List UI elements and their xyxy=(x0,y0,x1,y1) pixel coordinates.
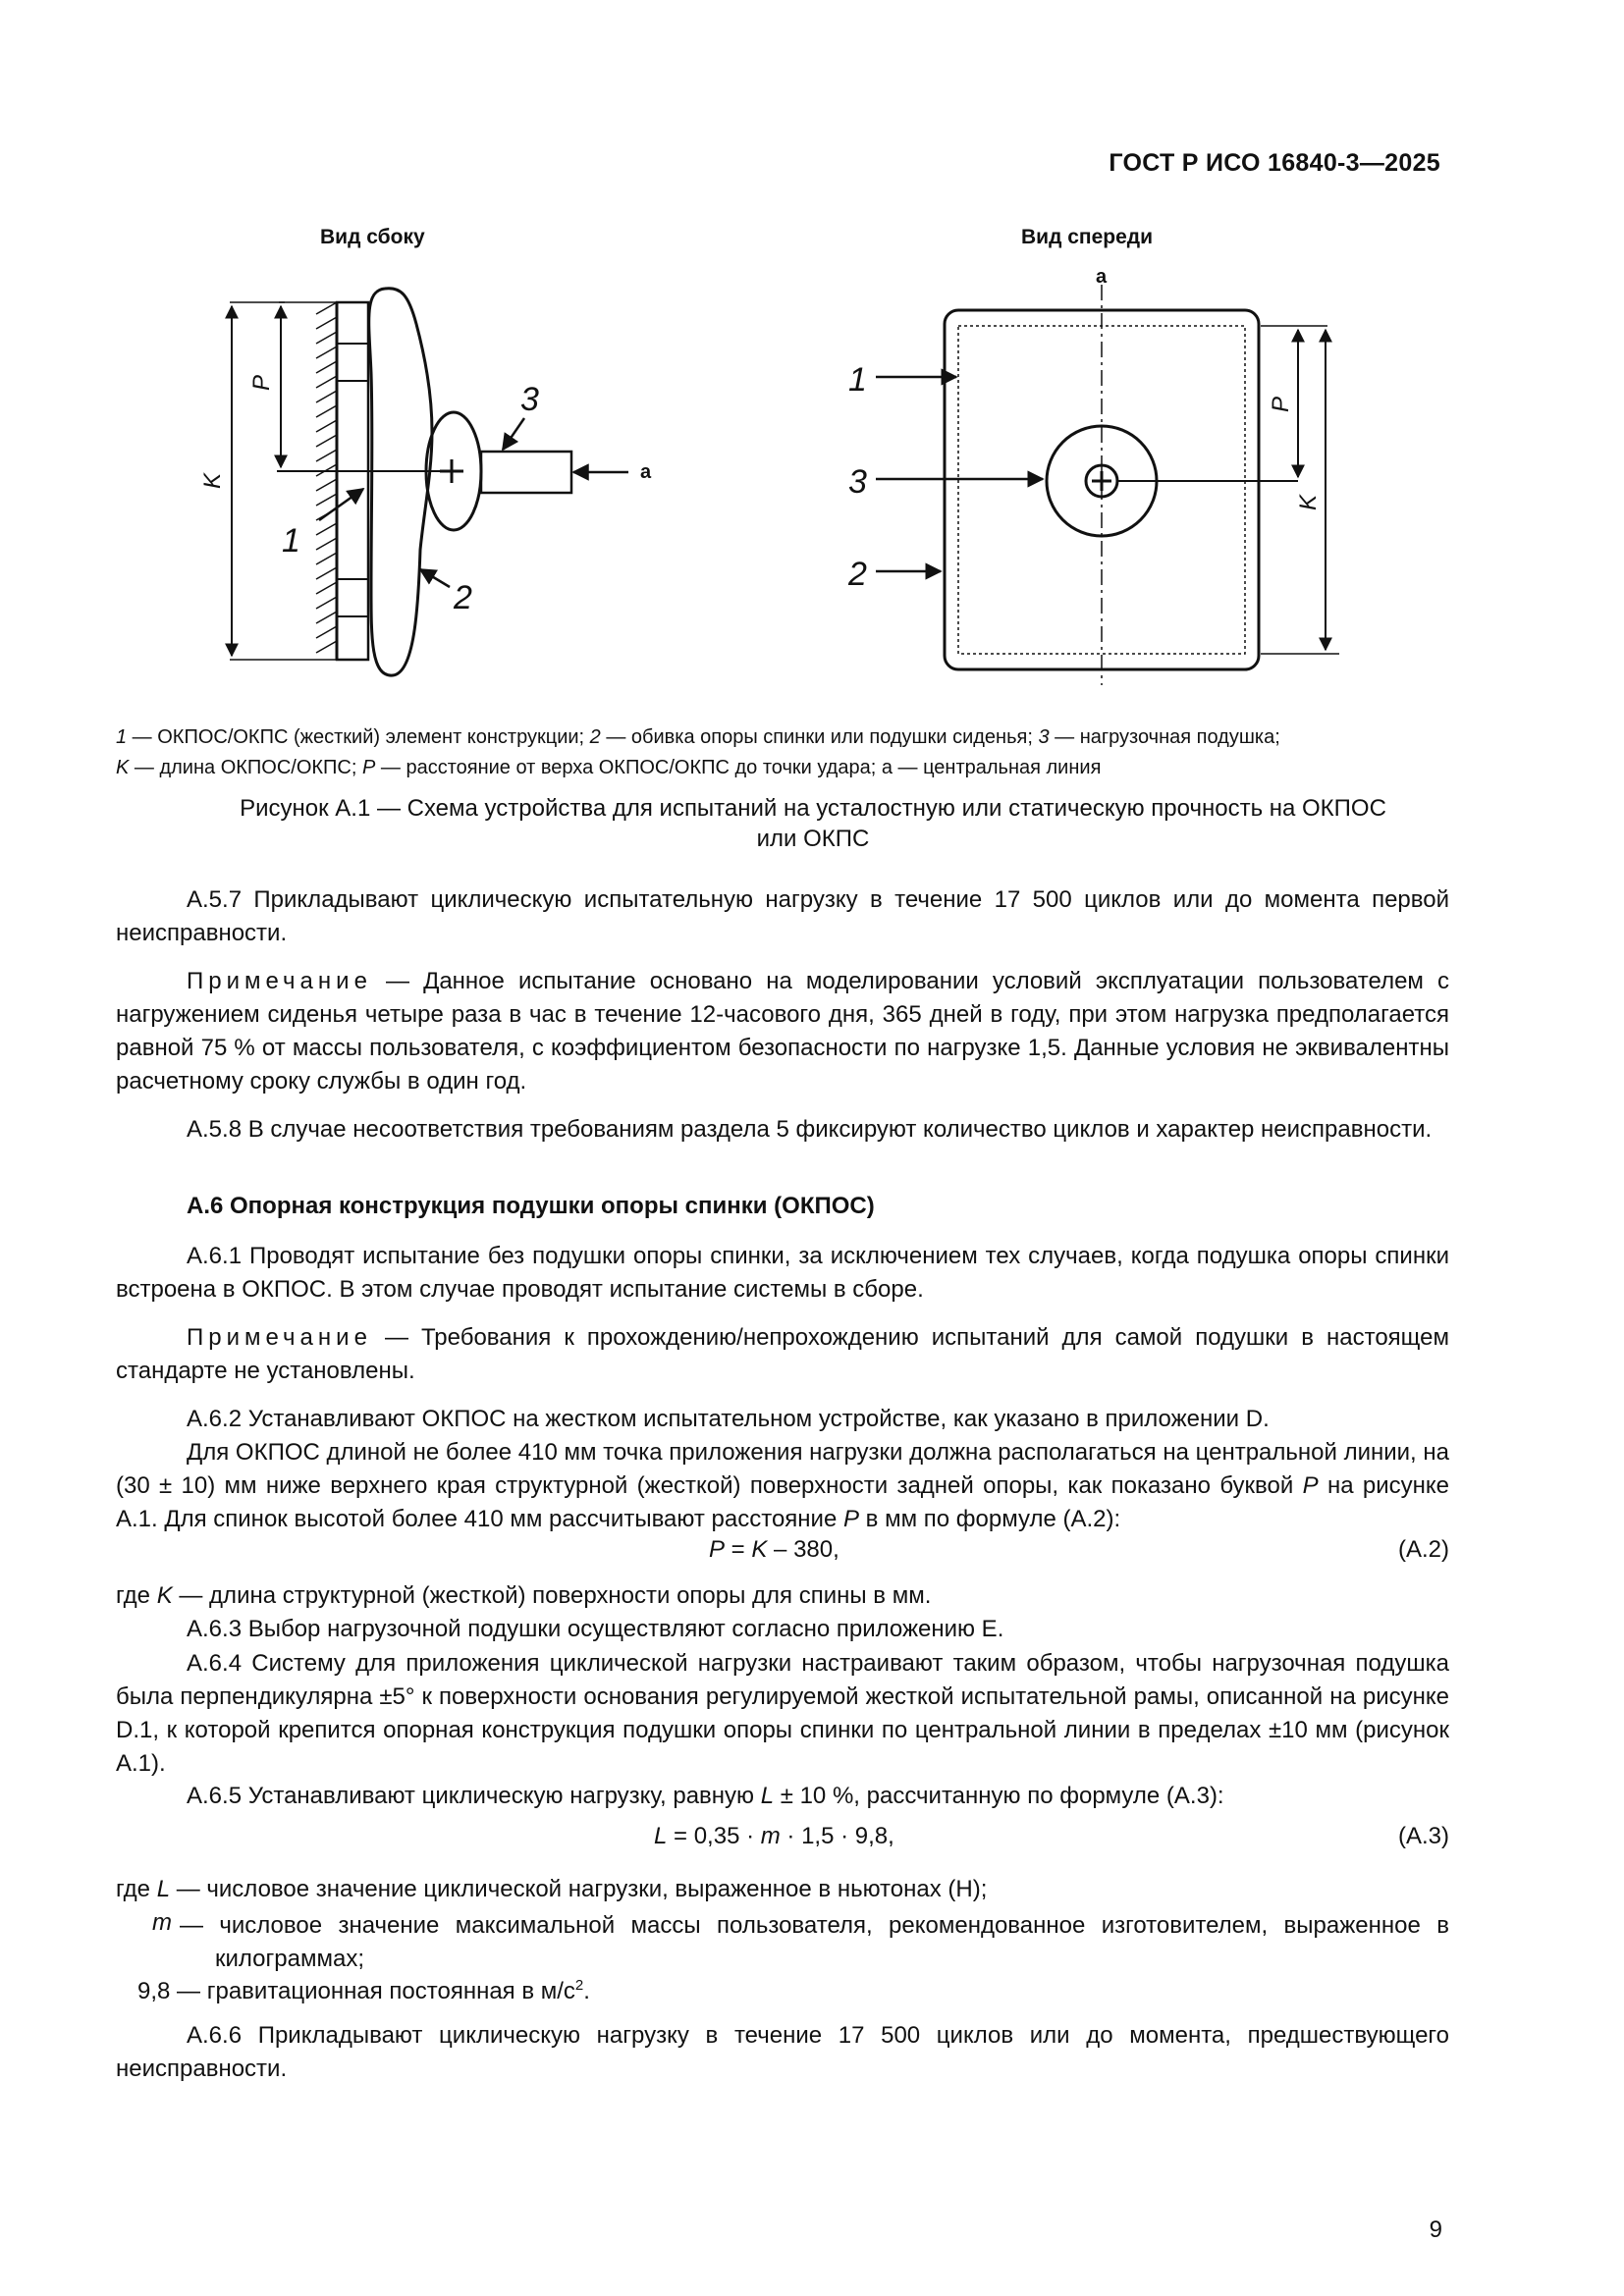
where-k: где K — длина структурной (жесткой) поверхности опоры для спины в мм. xyxy=(116,1582,932,1609)
section-heading-a6: А.6 Опорная конструкция подушки опоры спинки (ОКПОС) xyxy=(187,1193,875,1219)
front-label-P: P xyxy=(1268,396,1294,412)
side-view-drawing xyxy=(230,289,628,675)
paragraph-a64: А.6.4 Систему для приложения циклической нагрузки настраивают таким образом, чтобы нагрузочная подушка была перпендикулярна ±5° к поверхности основания регулируемой жесткой испытательной рамы, описанной на рисунке D.1, к которой крепится опорная конструкция подушки опоры спинки по центральной линии в пределах ±10 мм (рисунок А.1). xyxy=(116,1650,1449,1777)
side-label-1: 1 xyxy=(282,522,300,560)
formula-a2: P = K – 380, xyxy=(709,1536,839,1563)
figure-caption: Рисунок А.1 — Схема устройства для испытаний на усталостную или статическую прочность на ОКПОС или ОКПС xyxy=(240,795,1386,852)
paragraph-a62-detail: Для ОКПОС длиной не более 410 мм точка приложения нагрузки должна располагаться на центральной линии, на (30 ± 10) мм ниже верхнего края структурной (жесткой) поверхности задней опоры, как показано буквой P на рисунке А.1. Для спинок высотой более 410 мм рассчитывают расстояние P в мм по формуле (А.2): xyxy=(116,1439,1449,1532)
front-view-drawing xyxy=(876,285,1339,685)
side-label-P: P xyxy=(248,374,275,391)
paragraph-a62: А.6.2 Устанавливают ОКПОС на жестком испытательном устройстве, как указано в приложении D. xyxy=(187,1406,1270,1432)
formula-a3-number: (А.3) xyxy=(1397,1823,1449,1849)
front-label-3: 3 xyxy=(848,463,867,501)
front-label-a: a xyxy=(1096,266,1108,288)
where-l: где L — числовое значение циклической нагрузки, выраженное в ньютонах (Н); xyxy=(116,1876,988,1902)
paragraph-a65: А.6.5 Устанавливают циклическую нагрузку, равную L ± 10 %, рассчитанную по формуле (А.3): xyxy=(187,1783,1224,1809)
paragraph-a58: А.5.8 В случае несоответствия требованиям раздела 5 фиксируют количество циклов и характер неисправности. xyxy=(187,1116,1433,1143)
side-label-a: a xyxy=(640,461,652,483)
note-2: Примечание — Требования к прохождению/непрохождению испытаний для самой подушки в настоящем стандарте не установлены. xyxy=(116,1324,1449,1384)
note-1: Примечание — Данное испытание основано на моделировании условий эксплуатации пользователем с нагружением сиденья четыре раза в час в течение 12-часового дня, 365 дней в году, при этом нагрузка предполагается равной 75 % от массы пользователя, с коэффициентом безопасности по нагрузке 1,5. Данные условия не эквивалентны расчетному сроку службы в один год. xyxy=(116,968,1449,1095)
where-m-symbol: m xyxy=(152,1909,172,1936)
paragraph-a57: А.5.7 Прикладывают циклическую испытательную нагрузку в течение 17 500 циклов или до момента первой неисправности. xyxy=(116,886,1449,946)
figure-legend: 1 — ОКПОС/ОКПС (жесткий) элемент конструкции; 2 — обивка опоры спинки или подушки сиденья; 3 — нагрузочная подушка; K — длина ОКПОС/ОКПС; P — расстояние от верха ОКПОС/ОКПС до точки удара; а — центральная линия xyxy=(116,726,1280,778)
paragraph-a61: А.6.1 Проводят испытание без подушки опоры спинки, за исключением тех случаев, когда подушка опоры спинки встроена в ОКПОС. В этом случае проводят испытание системы в сборе. xyxy=(116,1243,1449,1303)
page-number: 9 xyxy=(1429,2216,1442,2243)
figure-diagram xyxy=(0,0,1624,707)
side-label-K: K xyxy=(199,472,226,489)
front-view-title: Вид спереди xyxy=(1021,226,1154,248)
formula-a2-number: (А.2) xyxy=(1397,1536,1449,1563)
front-label-K: K xyxy=(1295,494,1322,510)
front-label-2: 2 xyxy=(848,556,867,593)
document-number: ГОСТ Р ИСО 16840-3—2025 xyxy=(1109,149,1440,177)
paragraph-a66: А.6.6 Прикладывают циклическую нагрузку в течение 17 500 циклов или до момента, предшествующего неисправности. xyxy=(116,2022,1449,2082)
side-view-title: Вид сбоку xyxy=(320,226,425,248)
where-m: — числовое значение максимальной массы пользователя, рекомендованное изготовителем, выраженное в килограммах; xyxy=(180,1912,1449,1972)
where-g: 9,8 — гравитационная постоянная в $м/с^2$. xyxy=(137,1977,590,2004)
side-label-3: 3 xyxy=(520,381,539,418)
front-label-1: 1 xyxy=(848,361,867,399)
formula-a3: L = 0,35 · m · 1,5 · 9,8, xyxy=(654,1823,894,1849)
side-label-2: 2 xyxy=(454,579,472,616)
paragraph-a63: А.6.3 Выбор нагрузочной подушки осуществляют согласно приложению Е. xyxy=(187,1616,1004,1642)
